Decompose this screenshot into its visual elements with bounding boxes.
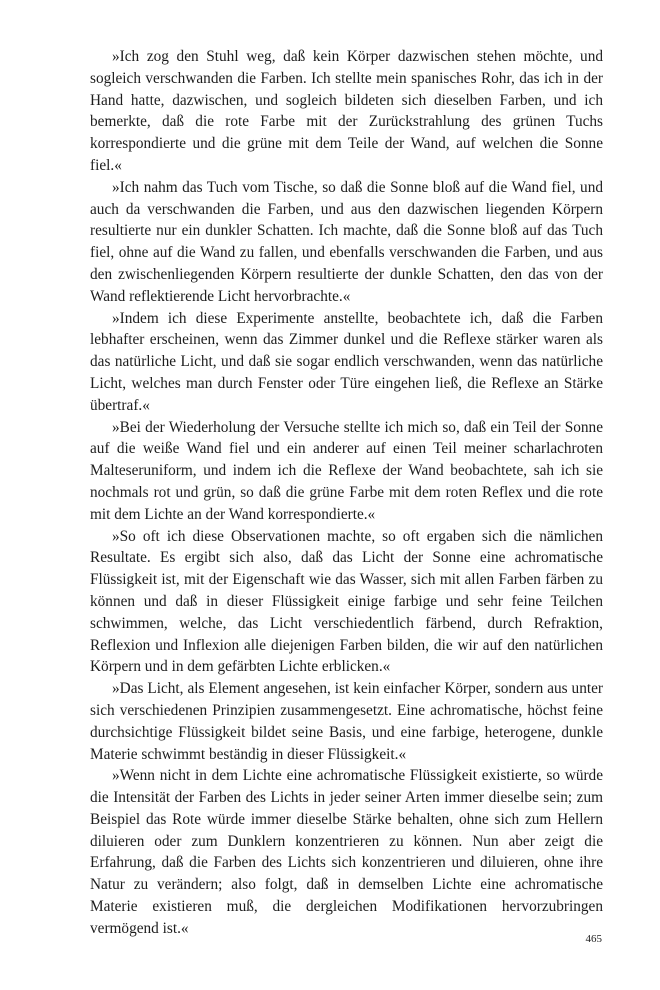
- paragraph: »Indem ich diese Experimente anstellte, beobachtete ich, daß die Farben lebhafter erscheinen, wenn das Zimmer dunkel und die Reflexe stärker waren als das natürliche Licht, und daß sie sogar endlich verschwanden, wenn das natürliche Licht, welches man durch Fenster oder Türe eingehen ließ, die Reflexe an Stärke übertraf.«: [90, 309, 603, 414]
- paragraph: »Das Licht, als Element angesehen, ist kein einfacher Körper, sondern aus unter sich verschiedenen Prinzipien zusammengesetzt. Eine achromatische, höchst feine durchsichtige Flüssigkeit bildet seine Basis, und eine farbige, heterogene, dunkle Materie schwimmt beständig in dieser Flüssigkeit.«: [90, 680, 603, 763]
- page-number: 465: [585, 933, 602, 945]
- paragraph: »Ich zog den Stuhl weg, daß kein Körper dazwischen stehen möchte, und sogleich verschwanden die Farben. Ich stellte mein spanisches Rohr, das ich in der Hand hatte, dazwischen, und sogleich bildeten sich dieselben Farben, und ich bemerkte, daß die rote Farbe mit der Zurückstrahlung des grünen Tuchs korrespondierte und die grüne mit dem Teile der Wand, auf welchen die Sonne fiel.«: [90, 48, 603, 174]
- paragraph: »Bei der Wiederholung der Versuche stellte ich mich so, daß ein Teil der Sonne auf die weiße Wand fiel und ein anderer auf einen Teil meiner scharlachroten Malteseruniform, und indem ich die Reflexe der Wand beobachtete, sah ich sie nochmals rot und grün, so daß die grüne Farbe mit dem roten Reflex und die rote mit dem Lichte an der Wand korrespondierte.«: [90, 418, 603, 523]
- paragraph: »Wenn nicht in dem Lichte eine achromatische Flüssigkeit existierte, so würde die Intensität der Farben des Lichts in jeder seiner Arten immer dieselbe sein; zum Beispiel das Rote würde immer dieselbe Stärke behalten, ohne sich zum Hellern diluieren oder zum Dunklern konzentrieren zu können. Nun aber zeigt die Erfahrung, daß die Farben des Lichts sich konzentrieren und diluieren, ohne ihre Natur zu verändern; also folgt, daß in demselben Lichte eine achromatische Materie existieren muß, die dergleichen Modifikationen hervorzubringen vermögend ist.«: [90, 767, 603, 937]
- body-text: [90, 46, 603, 940]
- paragraph: »So oft ich diese Observationen machte, so oft ergaben sich die nämlichen Resultate. Es ergibt sich also, daß das Licht der Sonne eine achromatische Flüssigkeit ist, mit der Eigenschaft wie das Wasser, sich mit allen Farben färben zu können und daß in dieser Flüssigkeit einige farbige und sehr feine Teilchen schwimmen, welche, das Licht verschiedentlich färbend, durch Refraktion, Reflexion und Inflexion alle diejenigen Farben bilden, die wir auf den natürlichen Körpern und in dem gefärbten Lichte erblicken.«: [90, 527, 603, 676]
- paragraph: »Ich nahm das Tuch vom Tische, so daß die Sonne bloß auf die Wand fiel, und auch da verschwanden die Farben, und aus den dazwischen liegenden Körpern resultierte nur ein dunkler Schatten. Ich machte, daß die Sonne bloß auf das Tuch fiel, ohne auf die Wand zu fallen, und ebenfalls verschwanden die Farben, und aus den zwischenliegenden Körpern resultierte der dunkle Schatten, den das von der Wand reflektierende Licht hervorbrachte.«: [90, 178, 603, 305]
